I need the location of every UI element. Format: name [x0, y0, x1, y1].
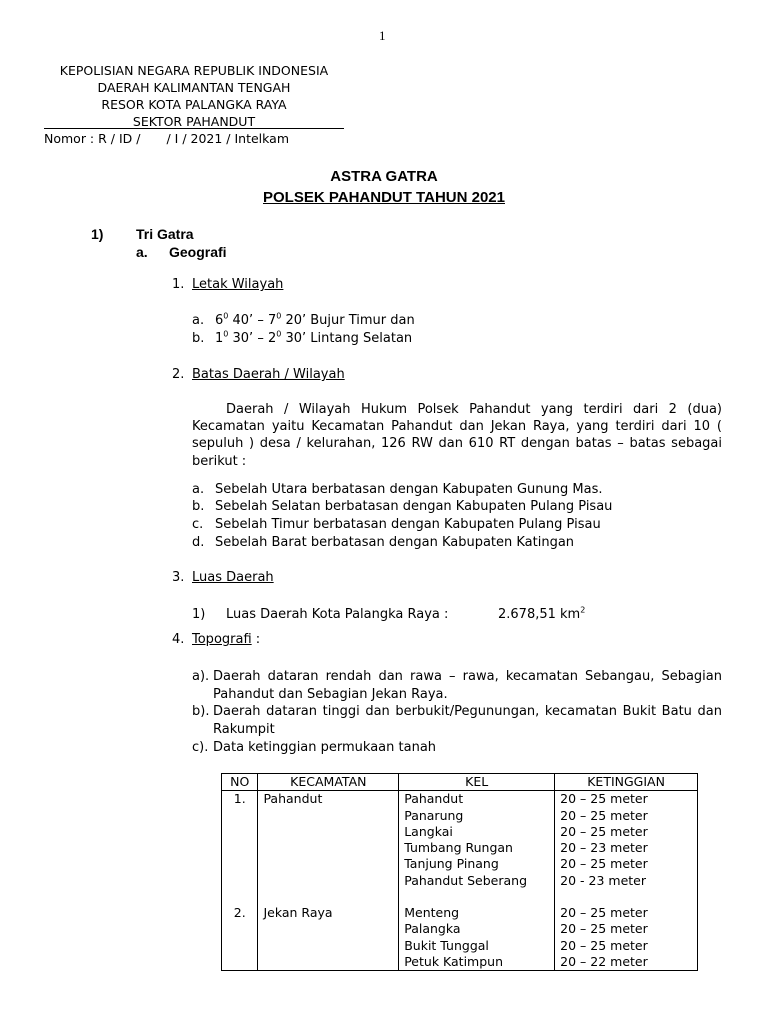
table-row: [222, 824, 698, 840]
cell-kel: Pahandut Seberang: [399, 873, 555, 889]
topografi-heading-line: [192, 632, 260, 647]
cell-ketinggian: 20 – 25 meter: [555, 856, 698, 872]
table-row: [222, 808, 698, 824]
cell-kel: Panarung: [399, 808, 555, 824]
topografi-item-text: Daerah dataran tinggi dan berbukit/Pegunungan, kecamatan Bukit Batu dan Rakumpit: [213, 704, 722, 737]
luas-heading: Luas Daerah: [192, 570, 274, 585]
cell-ketinggian: 20 – 25 meter: [555, 938, 698, 954]
letak-item-a-mark: a.: [192, 313, 205, 328]
table-row: [222, 840, 698, 856]
luas-item-number: 1): [192, 607, 206, 622]
cell-kel: Bukit Tunggal: [399, 938, 555, 954]
batas-number: 2.: [172, 367, 185, 382]
topografi-item-mark: b).: [192, 704, 210, 719]
letak-item-a: [215, 313, 415, 328]
topografi-item-mark: a).: [192, 669, 210, 684]
topografi-item: [192, 703, 722, 738]
topografi-number: 4.: [172, 632, 185, 647]
cell-no: 1.: [222, 791, 258, 808]
table-row: [222, 921, 698, 937]
col-header-kel: KEL: [399, 774, 555, 791]
cell-kel: Pahandut: [399, 791, 555, 808]
letak-a-mid: 40’ – 7: [228, 313, 277, 328]
letak-b-end: 30’ Lintang Selatan: [281, 331, 413, 346]
cell-ketinggian: 20 - 23 meter: [555, 873, 698, 889]
cell-kel: Menteng: [399, 905, 555, 921]
cell-ketinggian: 20 – 22 meter: [555, 954, 698, 971]
letak-b-deg1: 1: [215, 331, 224, 346]
letak-heading: Letak Wilayah: [192, 277, 284, 292]
luas-number: 3.: [172, 570, 185, 585]
cell-ketinggian: 20 – 25 meter: [555, 905, 698, 921]
topografi-item: [192, 668, 722, 703]
letak-item-b-mark: b.: [192, 331, 205, 346]
letter-number-suffix: / I / 2021 / Intelkam: [166, 131, 289, 146]
page-number: 1: [379, 28, 386, 43]
elevation-table: [221, 773, 698, 971]
batas-heading: Batas Daerah / Wilayah: [192, 367, 345, 382]
header-line-1: KEPOLISIAN NEGARA REPUBLIK INDONESIA: [59, 63, 329, 78]
batas-item-mark: b.: [192, 499, 205, 514]
luas-item-label: Luas Daerah Kota Palangka Raya :: [226, 607, 449, 622]
degree-mark: 0: [276, 329, 282, 339]
table-row: [222, 905, 698, 921]
letak-a-deg1: 6: [215, 313, 224, 328]
header-divider: [44, 128, 344, 129]
table-row: [222, 873, 698, 889]
cell-kel: Langkai: [399, 824, 555, 840]
table-row: [222, 954, 698, 971]
topografi-colon: :: [251, 632, 261, 647]
doc-subtitle: [0, 189, 768, 206]
degree-mark: 0: [223, 311, 229, 321]
cell-kecamatan: Pahandut: [258, 791, 399, 808]
cell-ketinggian: 20 – 25 meter: [555, 791, 698, 808]
cell-ketinggian: 20 – 23 meter: [555, 840, 698, 856]
batas-item: Sebelah Timur berbatasan dengan Kabupaten Pulang Pisau: [215, 517, 601, 532]
header-line-2: DAERAH KALIMANTAN TENGAH: [97, 80, 291, 95]
batas-item: Sebelah Utara berbatasan dengan Kabupaten Gunung Mas.: [215, 482, 603, 497]
letak-item-b: [215, 331, 412, 346]
batas-item-mark: d.: [192, 535, 205, 550]
letter-number-prefix: Nomor : R / ID /: [44, 131, 141, 146]
table-row: [222, 791, 698, 808]
subsection-title: Geografi: [169, 244, 227, 260]
luas-item-value: [498, 607, 585, 622]
col-header-kecamatan: KECAMATAN: [258, 774, 399, 791]
topografi-item-text: Daerah dataran rendah dan rawa – rawa, kecamatan Sebangau, Sebagian Pahandut dan Sebagian Jekan Raya.: [213, 669, 722, 702]
doc-subtitle-text: POLSEK PAHANDUT TAHUN 2021: [263, 189, 505, 206]
section-title: Tri Gatra: [136, 226, 194, 242]
batas-item-mark: a.: [192, 482, 205, 497]
table-row: [222, 856, 698, 872]
cell-kel: Petuk Katimpun: [399, 954, 555, 971]
col-header-ketinggian: KETINGGIAN: [555, 774, 698, 791]
batas-item-mark: c.: [192, 517, 204, 532]
degree-mark: 0: [276, 311, 282, 321]
subsection-letter: a.: [136, 244, 148, 260]
batas-item: Sebelah Barat berbatasan dengan Kabupaten Katingan: [215, 535, 575, 550]
square-superscript: 2: [580, 605, 586, 615]
batas-paragraph: Daerah / Wilayah Hukum Polsek Pahandut yang terdiri dari 2 (dua) Kecamatan yaitu Kecamatan Pahandut dan Jekan Raya, yang terdiri dari 10 ( sepuluh ) desa / kelurahan, 126 RW dan 610 RT dengan batas – batas sebagai berikut :: [192, 402, 722, 469]
letak-a-end: 20’ Bujur Timur dan: [281, 313, 415, 328]
topografi-heading: Topografi: [192, 632, 252, 647]
cell-ketinggian: 20 – 25 meter: [555, 808, 698, 824]
header-line-3: RESOR KOTA PALANGKA RAYA: [101, 97, 287, 112]
degree-mark: 0: [223, 329, 229, 339]
section-number: 1): [91, 226, 104, 242]
col-header-no: NO: [222, 774, 258, 791]
table-header-row: [222, 774, 698, 791]
table-row: [222, 938, 698, 954]
luas-value-text: 2.678,51 km: [498, 607, 581, 622]
topografi-item-mark: c).: [192, 740, 209, 755]
topografi-item: [192, 739, 722, 757]
table-spacer-row: [222, 889, 698, 905]
cell-kel: Tumbang Rungan: [399, 840, 555, 856]
header-line-4: SEKTOR PAHANDUT: [132, 114, 256, 129]
letter-number: [44, 131, 289, 146]
cell-kecamatan: Jekan Raya: [258, 905, 399, 921]
topografi-item-text: Data ketinggian permukaan tanah: [213, 740, 437, 755]
letak-number: 1.: [172, 277, 185, 292]
cell-ketinggian: 20 – 25 meter: [555, 824, 698, 840]
cell-ketinggian: 20 – 25 meter: [555, 921, 698, 937]
cell-no: 2.: [222, 905, 258, 921]
cell-kel: Palangka: [399, 921, 555, 937]
doc-title: ASTRA GATRA: [330, 168, 438, 185]
batas-item: Sebelah Selatan berbatasan dengan Kabupaten Pulang Pisau: [215, 499, 613, 514]
cell-kel: Tanjung Pinang: [399, 856, 555, 872]
letak-b-mid: 30’ – 2: [228, 331, 277, 346]
